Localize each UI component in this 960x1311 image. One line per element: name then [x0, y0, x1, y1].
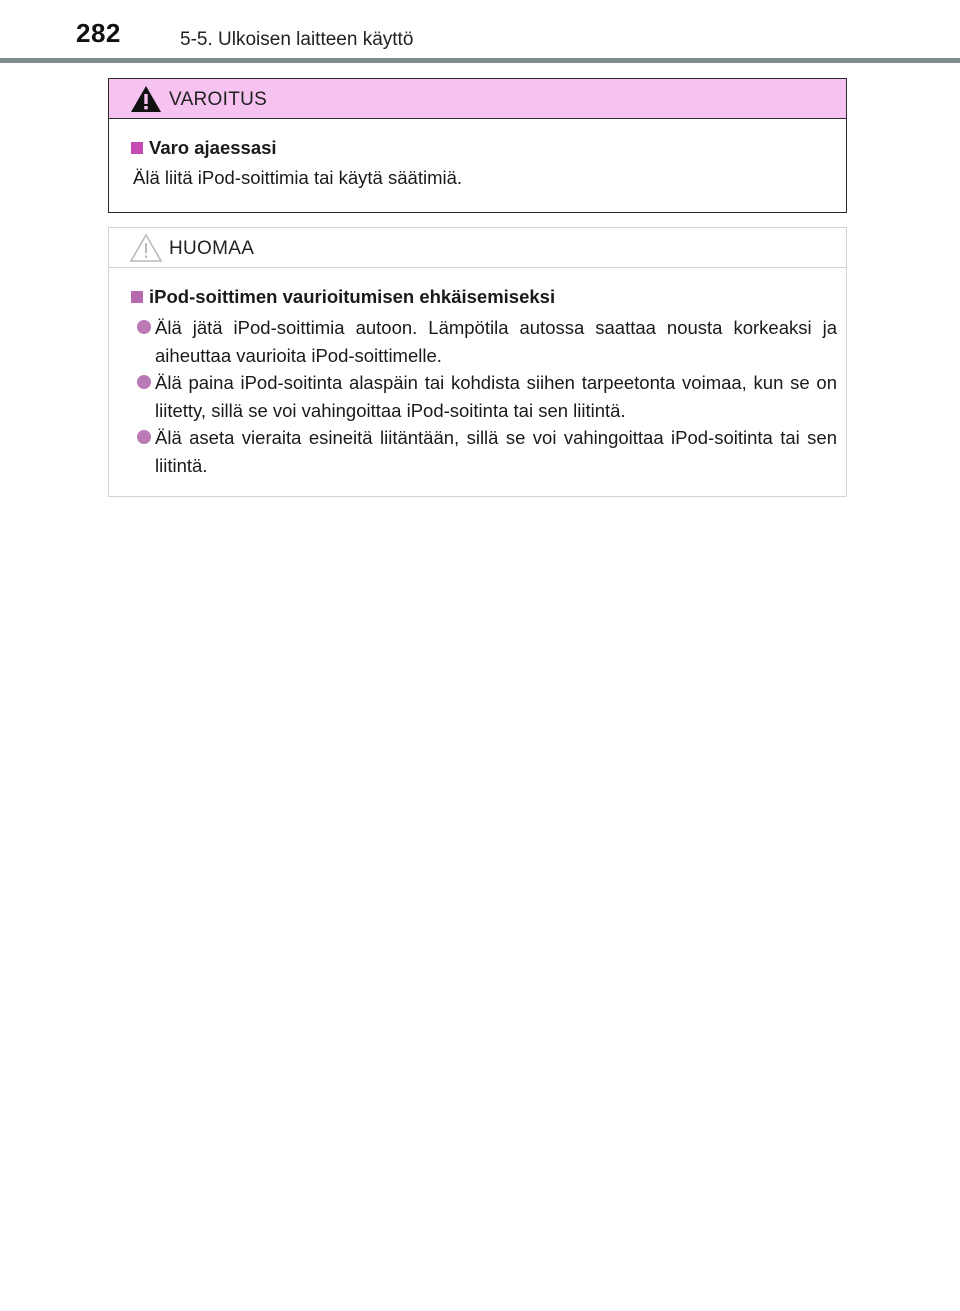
square-bullet-icon	[131, 291, 143, 303]
warning-triangle-icon	[129, 84, 163, 114]
warning-heading-text: Varo ajaessasi	[149, 137, 277, 158]
round-bullet-icon	[137, 320, 151, 334]
warning-text: Älä liitä iPod-soittimia tai käytä säätimiä.	[133, 167, 463, 188]
list-item	[131, 369, 837, 425]
notice-label: HUOMAA	[169, 238, 255, 259]
notice-box	[108, 227, 847, 497]
notice-heading-text: iPod-soittimen vaurioitumisen ehkäisemiseksi	[149, 286, 556, 307]
notice-box-header	[109, 228, 846, 268]
section-title: 5-5. Ulkoisen laitteen käyttö	[180, 29, 414, 50]
header-rule	[0, 58, 960, 63]
list-item	[131, 424, 837, 480]
warning-box-header	[109, 79, 846, 119]
list-item-text: Älä aseta vieraita esineitä liitäntään, sillä se voi vahingoittaa iPod-soitinta tai sen liitintä.	[155, 427, 837, 476]
list-item-text: Älä jätä iPod-soittimia autoon. Lämpötila autossa saattaa nousta korkeaksi ja aiheuttaa vaurioita iPod-soittimelle.	[155, 317, 837, 366]
page-number: 282	[76, 18, 121, 48]
list-item	[131, 314, 837, 370]
square-bullet-icon	[131, 142, 143, 154]
round-bullet-icon	[137, 430, 151, 444]
warning-label: VAROITUS	[169, 89, 268, 110]
warning-heading	[131, 137, 277, 159]
round-bullet-icon	[137, 375, 151, 389]
list-item-text: Älä paina iPod-soitinta alaspäin tai kohdista siihen tarpeetonta voimaa, kun se on liitetty, sillä se voi vahingoittaa iPod-soitinta tai sen liitintä.	[155, 372, 837, 421]
warning-box	[108, 78, 847, 213]
page-header	[0, 0, 960, 64]
notice-heading	[131, 286, 555, 308]
caution-triangle-icon	[129, 233, 163, 263]
